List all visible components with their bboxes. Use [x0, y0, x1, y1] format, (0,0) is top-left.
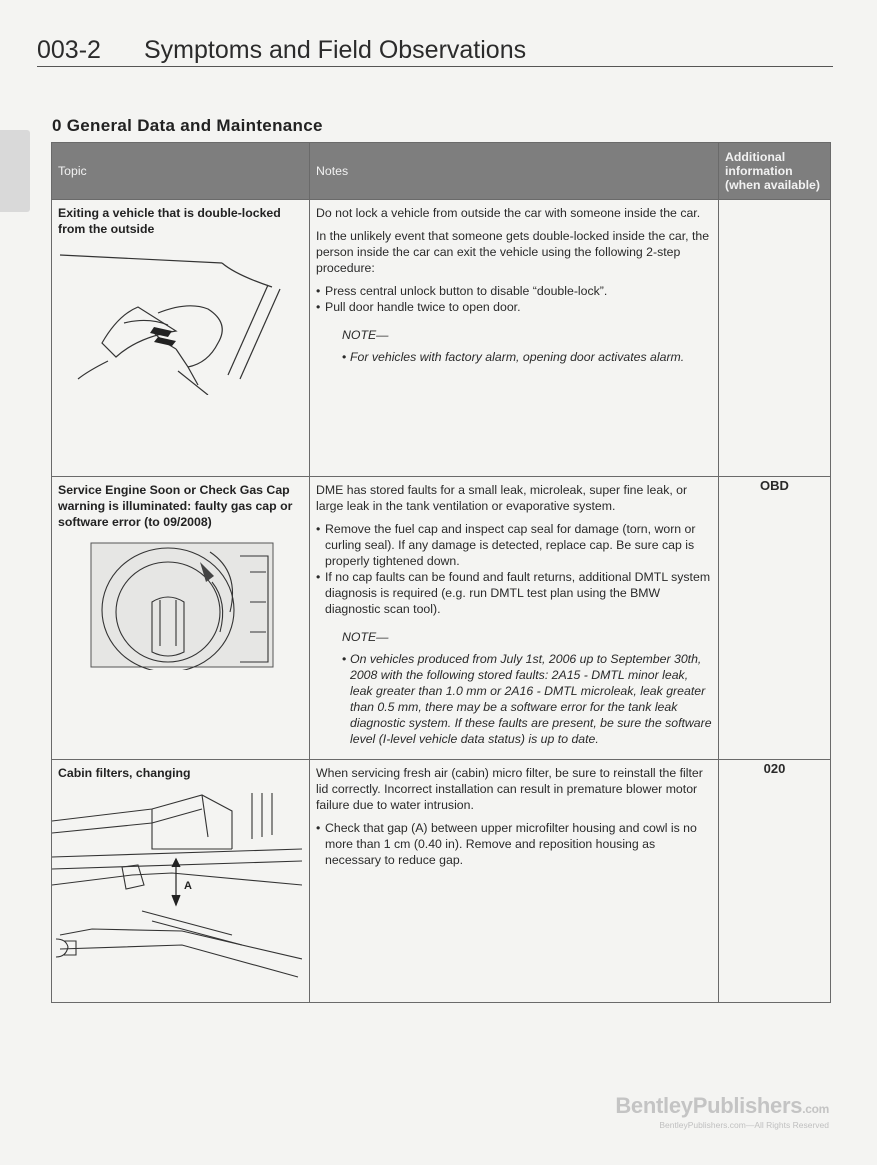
bullet-list — [316, 521, 712, 617]
door-handle-illustration — [58, 245, 304, 395]
bullet-list — [316, 283, 712, 315]
notes-cell — [310, 477, 719, 760]
section-title: 0 General Data and Maintenance — [52, 116, 323, 135]
bullet-list — [316, 820, 712, 868]
topic-title: Cabin filters, changing — [58, 766, 191, 780]
symptoms-table — [51, 142, 831, 1003]
topic-title: Exiting a vehicle that is double-locked from the outside — [58, 206, 281, 236]
column-header-topic: Topic — [52, 143, 310, 200]
cabin-filter-illustration — [52, 789, 302, 979]
publisher-logo — [615, 1093, 829, 1119]
bullet-item: • Check that gap (A) between upper microfilter housing and cowl is no more than 1 cm (0.40 in). Remove and reposition housing as necessary to reduce gap. — [316, 820, 712, 868]
note-paragraph: In the unlikely event that someone gets double-locked inside the car, the person inside the car can exit the vehicle using the following 2-step procedure: — [316, 229, 710, 275]
table-header-row — [52, 143, 831, 200]
bullet-item: • Pull door handle twice to open door. — [316, 299, 712, 315]
section-side-tab — [0, 130, 30, 212]
note-paragraph: DME has stored faults for a small leak, microleak, super fine leak, or large leak in the tank ventilation or evaporative system. — [316, 483, 688, 513]
column-header-notes: Notes — [310, 143, 719, 200]
additional-info-cell: 020 — [719, 760, 831, 1003]
note-label: NOTE— — [342, 328, 389, 342]
fuel-cap-photo — [90, 542, 336, 670]
topic-cell — [52, 760, 310, 1003]
note-text: • On vehicles produced from July 1st, 2006 up to September 30th, 2008 with the following stored faults: 2A15 - DMTL minor leak, leak greater than 1.0 mm or 2A16 - DMTL microleak, leak greater than 0.5 mm, there may be a software error for the tank leak diagnostic system. If these faults are present, be sure the software level (I-level vehicle data status) is up to date. — [342, 651, 712, 747]
table-row — [52, 760, 831, 1003]
topic-cell — [52, 477, 310, 760]
publisher-name: BentleyPublishers — [615, 1093, 803, 1118]
column-header-additional-info: Additional information (when available) — [719, 143, 831, 200]
bullet-item: • Remove the fuel cap and inspect cap seal for damage (torn, worn or curling seal). If any damage is detected, replace cap. Be sure cap is properly tightened down. — [316, 521, 712, 569]
additional-info-cell — [719, 200, 831, 477]
notes-cell — [310, 760, 719, 1003]
note-paragraph: When servicing fresh air (cabin) micro filter, be sure to reinstall the filter lid correctly. Incorrect installation can result in premature blower motor failure due to water intrusion. — [316, 766, 703, 812]
page-header — [37, 34, 833, 67]
table-row — [52, 200, 831, 477]
chapter-title: Symptoms and Field Observations — [144, 36, 527, 64]
topic-title: Service Engine Soon or Check Gas Cap warning is illuminated: faulty gas cap or software error (to 09/2008) — [58, 483, 293, 529]
topic-cell — [52, 200, 310, 477]
additional-info-cell: OBD — [719, 477, 831, 760]
note-paragraph: Do not lock a vehicle from outside the car with someone inside the car. — [316, 206, 701, 220]
note-text: • For vehicles with factory alarm, opening door activates alarm. — [342, 349, 712, 365]
table-row — [52, 477, 831, 760]
bullet-item: • If no cap faults can be found and fault returns, additional DMTL system diagnosis is required (e.g. run DMTL test plan using the BMW diagnostic scan tool). — [316, 569, 712, 617]
copyright-notice: BentleyPublishers.com—All Rights Reserved — [659, 1120, 829, 1130]
note-label: NOTE— — [342, 630, 389, 644]
notes-cell — [310, 200, 719, 477]
publisher-domain: .com — [802, 1102, 829, 1116]
bullet-item: • Press central unlock button to disable “double-lock”. — [316, 283, 712, 299]
publisher-footer — [615, 1093, 829, 1130]
page-number: 003-2 — [37, 36, 101, 64]
gap-label: A — [184, 880, 192, 892]
